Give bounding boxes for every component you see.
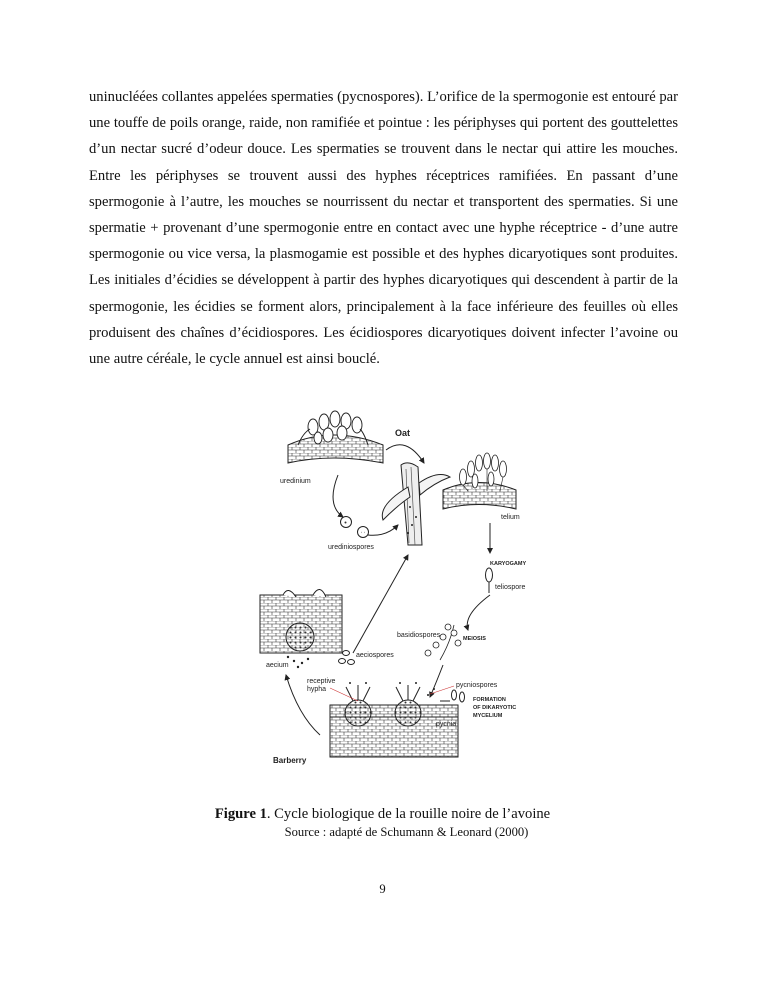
label-receptive: receptive (307, 678, 336, 685)
figure-caption-text: . Cycle biologique de la rouille noire de l’avoine (266, 806, 551, 822)
figure-caption (0, 806, 765, 823)
label-karyogamy: KARYOGAMY (490, 561, 527, 567)
label-aecium: aecium (266, 662, 289, 669)
basidiospores-drawing (425, 624, 461, 660)
figure-source: Source : adapté de Schumann & Leonard (2000) (284, 825, 529, 839)
uredinium-drawing (288, 411, 383, 463)
label-of-dikaryotic: OF DIKARYOTIC (473, 705, 517, 711)
life-cycle-figure (258, 405, 527, 770)
label-hypha: hypha (307, 686, 327, 693)
label-pycniospores: pycniospores (456, 682, 498, 689)
label-aeciospores: aeciospores (356, 652, 394, 659)
label-telium: telium (501, 514, 520, 521)
label-oat: Oat (395, 428, 411, 438)
label-barberry: Barberry (273, 756, 307, 765)
label-pycnia: pycnia (436, 721, 457, 728)
oat-stem-drawing (382, 463, 450, 545)
label-uredinium: uredinium (280, 478, 311, 485)
body-paragraph: uninucléées collantes appelées spermaties (pycnospores). L’orifice de la spermogonie est entouré par une touffe de poils orange, raide, non ramifiée et pointue : les périphyses qui portent des gouttelettes d’un nectar sucré d’odeur douce. Les spermaties se trouvent dans le nectar qui attire les mouches. Entre les périphyses se trouvent aussi des hyphes réceptrices ramifiées. En passant d’une spermogonie à l’autre, les mouches se nourrissent du nectar et transportent des spermaties. Si une spermatie + provenant d’une spermogonie entre en contact avec une hyphe réceptrice - d’une autre spermogonie ou vice versa, la plasmogamie est possible et des hyphes dicaryotiques sont produites. Les initiales d’écidies se développent à partir des hyphes dicaryotiques qui descendent à partir de la spermogonie, les écidies se forment alors, principalement à la face inférieure des feuilles où elles produisent des chaînes d’écidiospores. Les écidiospores dicaryotiques doivent infecter l’avoine ou une autre céréale, le cycle annuel est ainsi bouclé. (89, 89, 678, 368)
label-teliospore: teliospore (495, 584, 526, 591)
label-urediniospores: urediniospores (328, 544, 374, 551)
label-basidiospores: basidiospores (397, 632, 441, 639)
label-meiosis: MEIOSIS (463, 636, 486, 642)
pycnia-drawing (330, 682, 465, 757)
figure-caption-label: Figure 1 (214, 806, 267, 822)
label-mycelium: MYCELIUM (473, 713, 503, 719)
urediniospores-drawing (341, 517, 369, 538)
teliospore-drawing (486, 568, 493, 593)
label-formation: FORMATION (473, 697, 506, 703)
aecium-drawing (260, 589, 342, 668)
telium-drawing (443, 453, 516, 509)
page-number: 9 (379, 882, 386, 896)
